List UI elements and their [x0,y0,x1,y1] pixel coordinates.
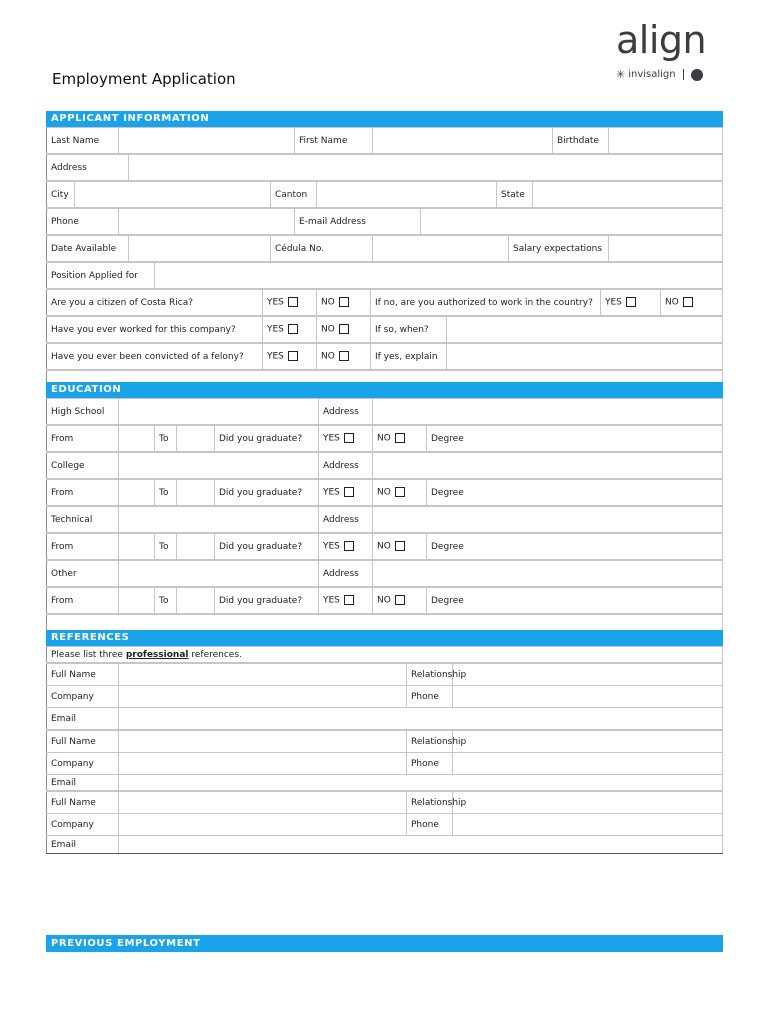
citizen-yes[interactable] [263,290,317,316]
note-pre: Please list three [51,649,123,660]
other-to-label: To [155,588,177,614]
other-from-label: From [47,588,119,614]
technical-to-field[interactable] [177,534,215,560]
ref3-company-field[interactable] [119,814,407,836]
citizen-no[interactable] [317,290,371,316]
college-degree-text: Degree [431,487,464,498]
other-degree-text: Degree [431,595,464,606]
college-degree-label [427,480,723,506]
technical-grad-no-checkbox[interactable] [395,541,405,551]
phone-row-table [46,208,723,235]
note-emphasis: professional [125,649,189,660]
cedula-field[interactable] [373,236,509,262]
canton-field[interactable] [317,182,497,208]
technical-grad-yes-checkbox[interactable] [344,541,354,551]
high-school-label: High School [47,399,119,425]
hs-to-label: To [155,426,177,452]
ref2-phone-field[interactable] [453,753,723,775]
worked-yes-label: YES [267,324,284,335]
hs-graduate-question: Did you graduate? [215,426,319,452]
technical-grad-yes-label: YES [323,541,340,552]
hs-from-label: From [47,426,119,452]
hs-grad-yes-label: YES [323,433,340,444]
worked-no-label: NO [321,324,335,335]
position-label: Position Applied for [47,263,155,289]
worked-no-checkbox[interactable] [339,324,349,334]
position-row-table [46,262,723,289]
authorized-question: If no, are you authorized to work in the country? [371,290,601,316]
education-spacer [46,614,723,631]
email-label: E-mail Address [295,209,421,235]
felony-question: Have you ever been convicted of a felony? [47,344,263,370]
ref1-email-field[interactable] [119,708,723,730]
hs-to-field[interactable] [177,426,215,452]
birthdate-field[interactable] [609,128,723,154]
other-address-label: Address [319,561,373,587]
other-grad-yes[interactable] [319,588,373,614]
citizen-no-label: NO [321,297,335,308]
page-title: Employment Application [52,70,236,88]
high-school-address-field[interactable] [373,399,723,425]
other-field[interactable] [119,561,319,587]
state-label: State [497,182,533,208]
state-field[interactable] [533,182,723,208]
high-school-table [46,398,723,425]
hs-grad-no[interactable] [373,426,427,452]
college-grad-yes-label: YES [323,487,340,498]
authorized-no[interactable] [661,290,723,316]
hs-degree-text: Degree [431,433,464,444]
technical-from-field[interactable] [119,534,155,560]
technical-grad-yes[interactable] [319,534,373,560]
felony-no-checkbox[interactable] [339,351,349,361]
authorized-yes[interactable] [601,290,661,316]
college-grad-yes[interactable] [319,480,373,506]
references-note [47,647,723,663]
invisalign-star-icon: ✳ [616,68,626,81]
college-field[interactable] [119,453,319,479]
ref2-email-field[interactable] [119,775,723,791]
ref2-full-name-field[interactable] [119,731,407,753]
previous-employment-section [46,935,723,952]
technical-to-label: To [155,534,177,560]
college-to-label: To [155,480,177,506]
hs-from-field[interactable] [119,426,155,452]
authorized-yes-label: YES [605,297,622,308]
ref3-company-label: Company [47,814,119,836]
other-address-field[interactable] [373,561,723,587]
other-to-field[interactable] [177,588,215,614]
ref2-email-label: Email [47,775,119,791]
other-dates-table [46,587,723,614]
college-grad-yes-checkbox[interactable] [344,487,354,497]
phone-label: Phone [47,209,119,235]
technical-degree-text: Degree [431,541,464,552]
felony-yes[interactable] [263,344,317,370]
other-grad-no-label: NO [377,595,391,606]
worked-row-table [46,316,723,343]
ref3-email-label: Email [47,836,119,854]
address-label: Address [47,155,129,181]
cedula-label: Cédula No. [271,236,373,262]
references-header: REFERENCES [46,630,723,646]
authorized-no-label: NO [665,297,679,308]
technical-table [46,506,723,533]
worked-question: Have you ever worked for this company? [47,317,263,343]
worked-yes-checkbox[interactable] [288,324,298,334]
date-available-field[interactable] [129,236,271,262]
felony-yes-label: YES [267,351,284,362]
worked-no[interactable] [317,317,371,343]
ref3-relationship-label: Relationship [407,792,453,814]
college-to-field[interactable] [177,480,215,506]
ref1-relationship-field[interactable] [453,664,723,686]
date-row-table [46,235,723,262]
position-field[interactable] [155,263,723,289]
ref3-full-name-field[interactable] [119,792,407,814]
education-header: EDUCATION [46,382,723,398]
ref1-relationship-label: Relationship [407,664,453,686]
salary-label: Salary expectations [509,236,609,262]
ref1-company-field[interactable] [119,686,407,708]
technical-dates-table [46,533,723,560]
logo-divider [683,69,684,80]
other-from-field[interactable] [119,588,155,614]
ref2-company-field[interactable] [119,753,407,775]
first-name-field[interactable] [373,128,553,154]
explain-field[interactable] [447,344,723,370]
college-dates-table [46,479,723,506]
other-grad-yes-checkbox[interactable] [344,595,354,605]
hs-grad-no-checkbox[interactable] [395,433,405,443]
ref3-full-name-label: Full Name [47,792,119,814]
technical-grad-no-label: NO [377,541,391,552]
reference-1-table [46,663,723,730]
ref2-relationship-label: Relationship [407,731,453,753]
ref1-phone-label: Phone [407,686,453,708]
technical-degree-label [427,534,723,560]
hs-grad-yes[interactable] [319,426,373,452]
align-logo [600,18,720,90]
hs-grad-no-label: NO [377,433,391,444]
address-field[interactable] [129,155,723,181]
when-field[interactable] [447,317,723,343]
citizen-yes-label: YES [267,297,284,308]
references-note-table [46,646,723,663]
logo-wordmark: align [616,18,707,62]
felony-row-table [46,343,723,370]
ref1-full-name-label: Full Name [47,664,119,686]
note-post: references. [191,649,242,660]
technical-grad-no[interactable] [373,534,427,560]
ref1-phone-field[interactable] [453,686,723,708]
ref3-phone-field[interactable] [453,814,723,836]
other-grad-no[interactable] [373,588,427,614]
high-school-field[interactable] [119,399,319,425]
worked-yes[interactable] [263,317,317,343]
citizen-yes-checkbox[interactable] [288,297,298,307]
reference-2-table [46,730,723,791]
logo-brand: invisalign [628,69,676,80]
college-grad-no-label: NO [377,487,391,498]
explain-label: If yes, explain [371,344,447,370]
last-name-label: Last Name [47,128,119,154]
reference-3-table [46,791,723,854]
college-graduate-question: Did you graduate? [215,480,319,506]
felony-no-label: NO [321,351,335,362]
applicant-section [46,111,723,387]
canton-label: Canton [271,182,317,208]
ref1-company-label: Company [47,686,119,708]
college-address-label: Address [319,453,373,479]
address-row-table [46,154,723,181]
name-row-table [46,127,723,154]
college-grad-no[interactable] [373,480,427,506]
felony-no[interactable] [317,344,371,370]
ref2-relationship-field[interactable] [453,731,723,753]
college-grad-no-checkbox[interactable] [395,487,405,497]
other-label: Other [47,561,119,587]
salary-field[interactable] [609,236,723,262]
high-school-dates-table [46,425,723,452]
citizen-row-table [46,289,723,316]
ref1-email-label: Email [47,708,119,730]
other-grad-yes-label: YES [323,595,340,606]
logo-subline [616,68,703,81]
college-from-label: From [47,480,119,506]
ref2-company-label: Company [47,753,119,775]
first-name-label: First Name [295,128,373,154]
spacer-cell [47,615,723,631]
city-row-table [46,181,723,208]
authorized-no-checkbox[interactable] [683,297,693,307]
college-label: College [47,453,119,479]
last-name-field[interactable] [119,128,295,154]
high-school-address-label: Address [319,399,373,425]
technical-field[interactable] [119,507,319,533]
other-graduate-question: Did you graduate? [215,588,319,614]
college-from-field[interactable] [119,480,155,506]
city-field[interactable] [75,182,271,208]
when-label: If so, when? [371,317,447,343]
references-section [46,630,723,854]
ref3-relationship-field[interactable] [453,792,723,814]
hs-grad-yes-checkbox[interactable] [344,433,354,443]
college-table [46,452,723,479]
ref3-email-field[interactable] [119,836,723,854]
ref2-phone-label: Phone [407,753,453,775]
technical-graduate-question: Did you graduate? [215,534,319,560]
technical-from-label: From [47,534,119,560]
phone-field[interactable] [119,209,295,235]
date-available-label: Date Available [47,236,129,262]
ref1-full-name-field[interactable] [119,664,407,686]
authorized-yes-checkbox[interactable] [626,297,636,307]
citizen-no-checkbox[interactable] [339,297,349,307]
birthdate-label: Birthdate [553,128,609,154]
other-table [46,560,723,587]
ref2-full-name-label: Full Name [47,731,119,753]
citizen-question: Are you a citizen of Costa Rica? [47,290,263,316]
city-label: City [47,182,75,208]
applicant-header: APPLICANT INFORMATION [46,111,723,127]
technical-address-field[interactable] [373,507,723,533]
other-grad-no-checkbox[interactable] [395,595,405,605]
education-section [46,382,723,631]
technical-address-label: Address [319,507,373,533]
other-degree-label [427,588,723,614]
itero-badge-icon [691,69,703,81]
email-field[interactable] [421,209,723,235]
ref3-phone-label: Phone [407,814,453,836]
technical-label: Technical [47,507,119,533]
college-address-field[interactable] [373,453,723,479]
previous-employment-header: PREVIOUS EMPLOYMENT [46,935,723,952]
felony-yes-checkbox[interactable] [288,351,298,361]
hs-degree-label [427,426,723,452]
